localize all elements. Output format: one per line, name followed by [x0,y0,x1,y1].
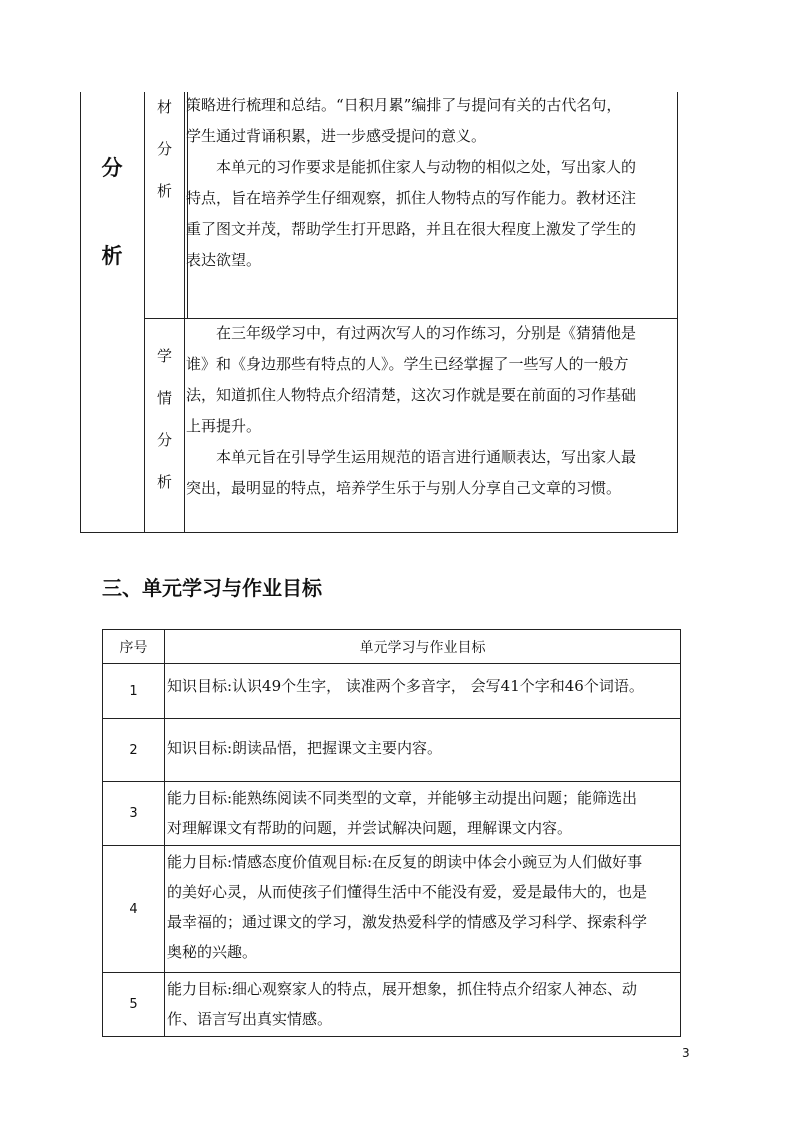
goals-header-goal: 单元学习与作业目标 [165,630,681,664]
goal-num: 5 [103,973,165,1037]
goal-line: 的美好心灵，从而使孩子们懂得生活中不能没有爱，爱是最伟大的，也是 [167,883,648,901]
student-line-4: 上再提升。 [186,417,262,435]
goal-line: 能力目标:细心观察家人的特点，展开想象，抓住特点介绍家人神态、动 [167,980,638,998]
goal-text [165,782,681,846]
goal-num: 4 [103,846,165,973]
table-row [103,782,681,846]
goals-table [102,629,681,1037]
page-number: 3 [682,1046,690,1060]
goal-line: 对理解课文有帮助的问题，并尝试解决问题，理解课文内容。 [167,819,573,837]
goal-text [165,973,681,1037]
material-line-6: 表达欲望。 [186,251,262,269]
student-label-char-4: 析 [156,473,172,491]
student-line-1: 在三年级学习中，有过两次写人的习作练习，分别是《猜猜他是 [216,324,637,342]
goals-header-row [103,630,681,664]
side-label-char-1: 分 [101,156,123,180]
table-row [103,719,681,782]
analysis-table-right-border [677,92,678,533]
table-row [103,846,681,973]
goal-line: 最幸福的；通过课文的学习，激发热爱科学的情感及学习科学、探索科学 [167,913,648,931]
student-label-char-1: 学 [156,347,172,365]
material-line-1: 策略进行梳理和总结。“日积月累”编排了与提问有关的古代名句， [186,96,622,114]
material-line-2: 学生通过背诵积累，进一步感受提问的意义。 [186,127,487,145]
goal-line: 作、语言写出真实情感。 [167,1010,333,1028]
student-line-6: 突出，最明显的特点，培养学生乐于与别人分享自己文章的习惯。 [186,479,622,497]
student-label-char-2: 情 [156,389,172,407]
student-label-char-3: 分 [156,431,172,449]
material-label-char-2: 分 [156,140,172,158]
material-line-5: 重了图文并茂，帮助学生打开思路，并且在很大程度上激发了学生的 [186,220,637,238]
table-row [103,973,681,1037]
goal-line: 能力目标:情感态度价值观目标:在反复的朗读中体会小豌豆为人们做好事 [167,853,643,871]
side-label-char-2: 析 [101,244,123,268]
material-line-3: 本单元的习作要求是能抓住家人与动物的相似之处，写出家人的 [216,158,637,176]
material-line-4: 特点，旨在培养学生仔细观察，抓住人物特点的写作能力。教材还注 [186,189,637,207]
goal-num: 3 [103,782,165,846]
goal-num: 2 [103,719,165,782]
goal-text [165,719,681,782]
student-line-5: 本单元旨在引导学生运用规范的语言进行通顺表达，写出家人最 [216,448,637,466]
goal-text [165,664,681,719]
student-line-3: 法，知道抓住人物特点介绍清楚，这次习作就是要在前面的习作基础 [186,386,637,404]
student-line-2: 谁》和《身边那些有特点的人》。学生已经掌握了一些写人的一般方 [186,355,629,373]
material-analysis-text [186,90,636,276]
goal-line: 知识目标:认识49个生字， 读准两个多音字， 会写41个字和46个词语。 [167,677,644,695]
goals-header-num: 序号 [103,630,165,664]
section-heading: 三、单元学习与作业目标 [102,576,322,600]
material-label-char-1: 材 [156,98,172,116]
analysis-table-bottom-border [80,532,678,533]
student-analysis-text [186,318,636,504]
goal-line: 能力目标:能熟练阅读不同类型的文章，并能够主动提出问题；能筛选出 [167,789,638,807]
goal-line: 知识目标:朗读品悟，把握课文主要内容。 [167,739,443,757]
analysis-table-col-divider-2 [184,92,185,533]
goal-text [165,846,681,973]
goal-num: 1 [103,664,165,719]
material-label-char-3: 析 [156,182,172,200]
goal-line: 奥秘的兴趣。 [167,943,258,961]
table-row [103,664,681,719]
